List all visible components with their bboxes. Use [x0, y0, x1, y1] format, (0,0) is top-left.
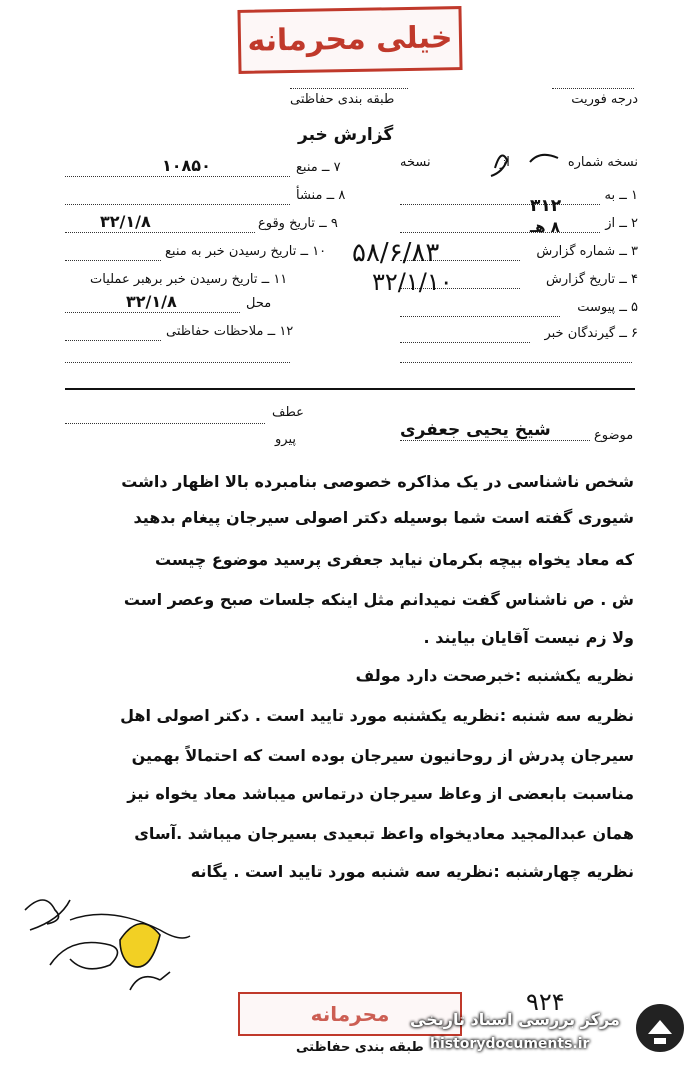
place-value: ۳۲/۱/۸ — [126, 292, 177, 311]
f1-value: ۳۱۲ — [530, 196, 562, 216]
doc-title: گزارش خبر — [298, 125, 394, 145]
body-line: ولا زم نیست آقایان بیایند . — [423, 628, 634, 647]
f6-label: ۶ ــ گیرندگان خبر — [544, 326, 638, 341]
f10-label: ۱۰ ــ تاریخ رسیدن خبر به منبع — [165, 244, 327, 259]
body-line: سیرجان پدرش از روحانیون سیرجان بوده است که احتمالاً بهمین — [131, 746, 634, 765]
classification-stamp-text: خیلی محرمانه — [247, 20, 453, 59]
watermark-url: historydocuments.ir — [430, 1036, 590, 1052]
header-divider — [65, 388, 635, 390]
f7-value: ۱۰۸۵۰ — [162, 156, 211, 175]
copy-number-handwriting — [430, 140, 570, 180]
f12-label: ۱۲ ــ ملاحظات حفاظتی — [166, 324, 294, 339]
attach-label: عطف — [272, 405, 304, 420]
watermark-logo-icon — [632, 1000, 688, 1056]
classification-stamp — [237, 6, 462, 74]
f2-value: ۸ هـ — [530, 218, 560, 236]
f4-value: ۳۲/۱/۱۰ — [372, 268, 453, 296]
footer-classification-label: طبقه بندی حفاظتی — [296, 1040, 424, 1055]
body-line: شخص ناشناسی در یک مذاکره خصوصی بنامبرده بالا اظهار داشت — [121, 472, 634, 491]
body-line: که معاد یخواه بیچه بکرمان نیاید جعفری پرسید موضوع چیست — [154, 550, 634, 569]
subject-label: موضوع — [594, 428, 634, 443]
handwritten-signature — [10, 870, 210, 1020]
f11-label: ۱۱ ــ تاریخ رسیدن خبر برهبر عملیات — [90, 272, 288, 287]
f3-label: ۳ ــ شماره گزارش — [536, 244, 638, 259]
f8-label: ۸ ــ منشأ — [296, 188, 346, 203]
body-line: نظریه سه شنبه :نظریه یکشنبه مورد تایید است . دکتر اصولی اهل — [120, 706, 634, 725]
body-line: نظریه یکشنبه :خبرصحت دارد مولف — [355, 666, 634, 685]
subject-value: شیخ یحیی جعفری — [400, 420, 551, 440]
f9-label: ۹ ــ تاریخ وقوع — [258, 216, 338, 231]
place-label: محل — [246, 296, 272, 311]
copy-suffix: نسخه — [400, 155, 431, 170]
body-line: نظریه چهارشنبه :نظریه سه شنبه مورد تایید است . یگانه — [190, 862, 634, 881]
f5-label: ۵ ــ پیوست — [577, 300, 638, 315]
priority-label: درجه فوریت — [571, 92, 638, 107]
handwritten-number: ۹۲۴ — [526, 988, 565, 1016]
body-line: مناسبت بابعضی از وعاظ سیرجان درتماس میباشد معاد یخواه نیز — [127, 784, 634, 803]
of-label: از — [500, 155, 510, 170]
f3-value: ۵۸/۶/۸۳ — [352, 238, 440, 268]
footer-stamp-text: محرمانه — [310, 1002, 390, 1026]
f1-label: ۱ ــ به — [604, 188, 638, 203]
body-line: شیوری گفته است شما بوسیله دکتر اصولی سیرجان پیغام بدهید — [133, 508, 634, 527]
body-line: همان عبدالمجید معادیخواه واعظ تبعیدی بسیرجان میباشد .آسای — [134, 824, 634, 843]
f2-label: ۲ ــ از — [605, 216, 638, 231]
classification-label: طبقه بندی حفاظتی — [290, 92, 395, 107]
watermark-org: مرکز بررسی اسناد تاریخی — [410, 1010, 620, 1029]
f9-value: ۳۲/۱/۸ — [100, 212, 151, 231]
f4-label: ۴ ــ تاریخ گزارش — [546, 272, 638, 287]
copy-number-label: نسخه شماره — [567, 155, 638, 170]
follow-label: پیرو — [275, 432, 296, 447]
f7-label: ۷ ــ منبع — [296, 160, 341, 175]
body-line: ش . ص ناشناس گفت نمیدانم مثل اینکه جلسات صبح وعصر است — [123, 590, 634, 609]
